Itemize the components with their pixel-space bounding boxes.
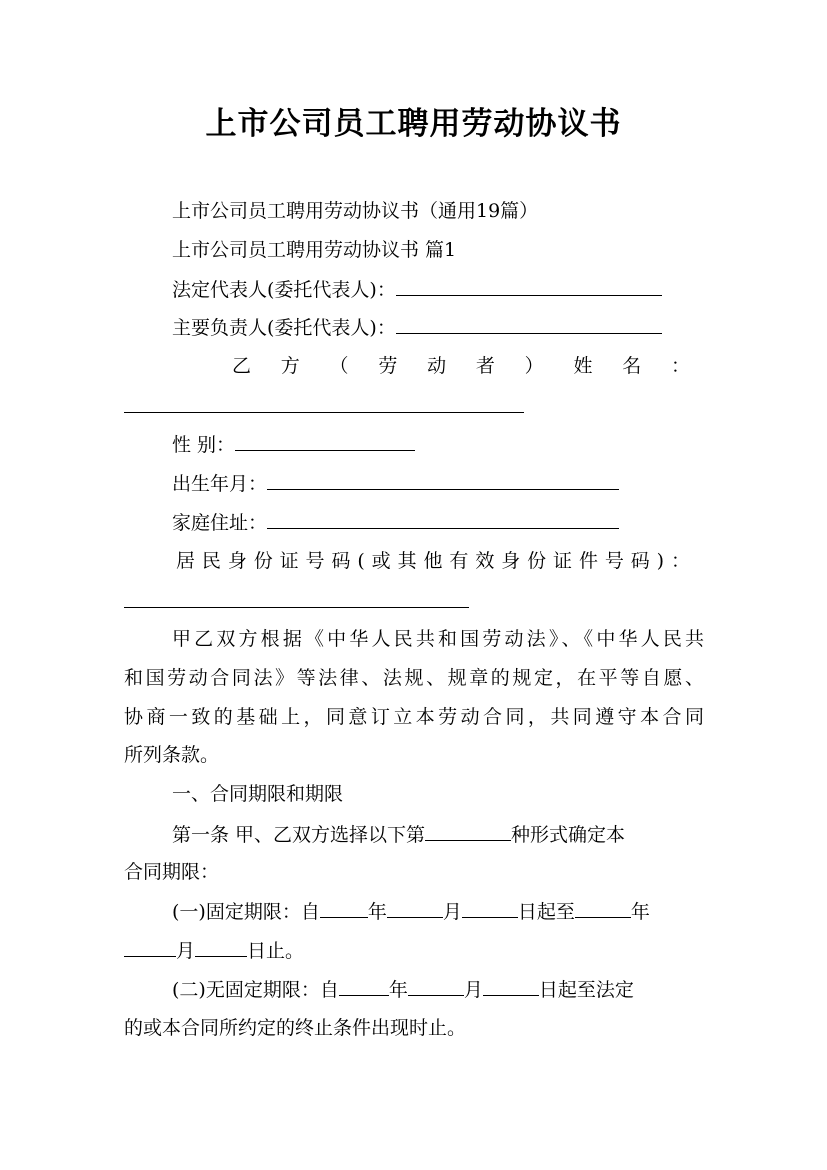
party-b-name-label: 乙 方 （ 劳 动 者 ） 姓 名 ： — [232, 355, 690, 377]
open-from-text: 日起至法定 — [538, 979, 634, 1001]
fixed-term-line — [172, 897, 704, 926]
fixed-year-text: 年 — [367, 901, 387, 923]
fixed-from-to-text: 日起至 — [517, 901, 575, 923]
address-line — [172, 508, 704, 537]
open-start-year-blank — [339, 975, 389, 996]
main-person-label: 主要负责人(委托代表人)： — [172, 317, 396, 339]
fixed-end-month-blank — [124, 936, 176, 957]
open-start-month-blank — [408, 975, 464, 996]
piece-heading: 上市公司员工聘用劳动协议书 篇1 — [172, 239, 457, 261]
main-person-line — [172, 313, 704, 342]
section-1-heading: 一、合同期限和期限 — [172, 783, 344, 805]
fixed-start-year-blank — [320, 897, 368, 918]
open-term-label: (二)无固定期限：自 — [172, 979, 339, 1001]
fixed-end-day-blank — [195, 936, 247, 957]
article-1-text-a: 第一条 甲、乙双方选择以下第 — [172, 824, 426, 846]
gender-blank — [235, 430, 415, 451]
fixed-end-month-text: 月 — [176, 940, 196, 962]
open-start-day-blank — [483, 975, 539, 996]
birth-blank — [267, 469, 619, 490]
legal-rep-label: 法定代表人(委托代表人)： — [172, 279, 396, 301]
fixed-start-month-blank — [387, 897, 443, 918]
gender-label: 性 别： — [172, 434, 236, 456]
para1-line4: 所列条款。 — [124, 744, 220, 766]
article-1-blank — [425, 820, 511, 841]
birth-label: 出生年月： — [172, 473, 268, 495]
document-title: 上市公司员工聘用劳动协议书 — [205, 106, 622, 142]
id-number-blank — [124, 607, 469, 608]
address-blank — [267, 508, 619, 529]
para1-line3: 协商一致的基础上，同意订立本劳动合同，共同遵守本合同 — [124, 706, 704, 728]
fixed-end-year-text: 年 — [630, 901, 650, 923]
address-label: 家庭住址： — [172, 512, 268, 534]
fixed-month-text: 月 — [442, 901, 462, 923]
article-1-text-b: 种形式确定本 — [511, 824, 626, 846]
open-term-line2: 的或本合同所约定的终止条件出现时止。 — [124, 1017, 467, 1039]
fixed-start-day-blank — [462, 897, 518, 918]
open-year-text: 年 — [388, 979, 408, 1001]
legal-rep-line — [172, 275, 704, 304]
id-number-label: 居民身份证号码(或其他有效身份证件号码)： — [176, 550, 690, 572]
main-person-blank — [396, 313, 662, 334]
article-1-line2: 合同期限： — [124, 861, 220, 883]
para1-line2: 和国劳动合同法》等法律、法规、规章的规定，在平等自愿、 — [124, 667, 704, 689]
open-month-text: 月 — [463, 979, 483, 1001]
article-1-line — [172, 820, 704, 849]
open-term-line — [172, 975, 704, 1004]
fixed-term-label: (一)固定期限：自 — [172, 901, 320, 923]
subtitle-line: 上市公司员工聘用劳动协议书（通用19篇） — [172, 200, 539, 222]
para1-line1: 甲乙双方根据《中华人民共和国劳动法》、《中华人民共 — [172, 628, 704, 650]
birth-line — [172, 469, 704, 498]
fixed-term-line2 — [124, 936, 704, 965]
party-b-name-blank — [124, 412, 524, 413]
legal-rep-blank — [396, 275, 662, 296]
gender-line — [172, 430, 704, 459]
fixed-end-day-text: 日止。 — [247, 940, 305, 962]
fixed-end-year-blank — [575, 897, 631, 918]
